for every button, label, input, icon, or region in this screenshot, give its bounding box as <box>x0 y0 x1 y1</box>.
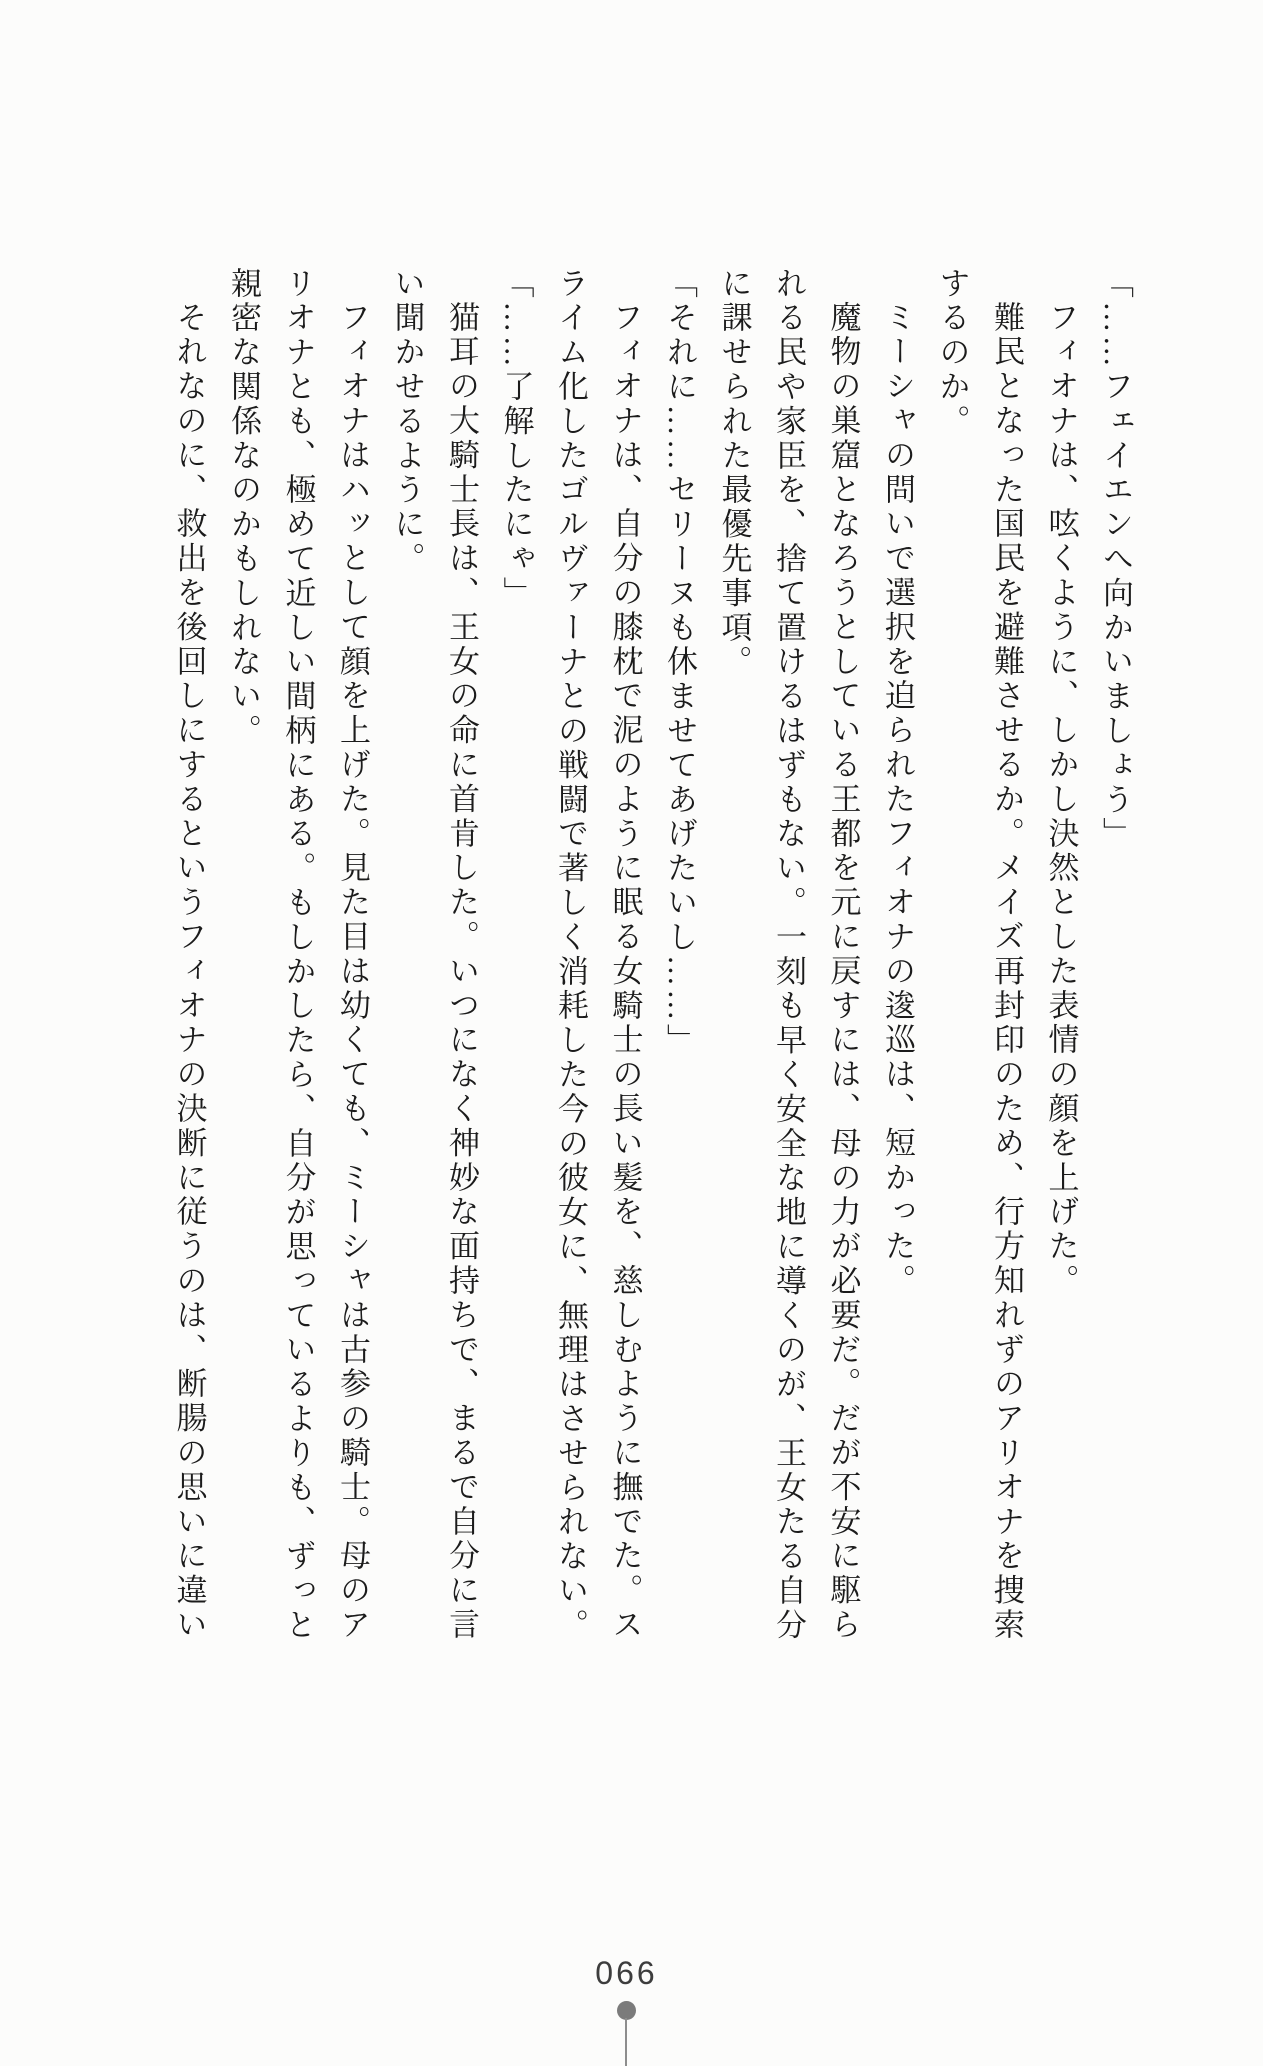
text-column: 難民となった国民を避難させるか。メイズ再封印のため、行方知れずのアリオナを捜索 <box>989 301 1024 1643</box>
text-column: フィオナはハッとして顔を上げた。見た目は幼くても、ミーシャは古参の騎士。母のア <box>335 301 370 1643</box>
text-column: ライム化したゴルヴァーナとの戦闘で著しく消耗した今の彼女に、無理はさせられない。 <box>553 267 588 1643</box>
text-column: 親密な関係なのかもしれない。 <box>226 267 261 749</box>
text-column: れる民や家臣を、捨て置けるはずもない。一刻も早く安全な地に導くのが、王女たる自分 <box>771 267 806 1643</box>
text-column: フィオナは、自分の膝枕で泥のように眠る女騎士の長い髪を、慈しむように撫でた。ス <box>607 301 643 1643</box>
text-column: い聞かせるように。 <box>389 267 425 577</box>
page-number: 066 <box>595 1955 658 1991</box>
text-column: フィオナは、呟くように、しかし決然とした表情の顔を上げた。 <box>1043 301 1079 1299</box>
vertical-text-block <box>161 267 1142 1647</box>
text-column: それなのに、救出を後回しにするというフィオナの決断に従うのは、断腸の思いに違い <box>171 301 207 1643</box>
text-column: に課せられた最優先事項。 <box>716 267 752 680</box>
text-column: 「それに……セリーヌも休ませてあげたいし……」 <box>662 267 697 1059</box>
text-column: 「……フェイエンへ向かいましょう」 <box>1098 267 1133 852</box>
text-column: 「……了解したにゃ」 <box>498 267 534 611</box>
text-column: 猫耳の大騎士長は、王女の命に首肯した。いつになく神妙な面持ちで、まるで自分に言 <box>444 301 479 1643</box>
text-column: するのか。 <box>934 267 970 439</box>
text-column: リオナとも、極めて近しい間柄にある。もしかしたら、自分が思っているよりも、ずっと <box>280 267 316 1643</box>
text-column: ミーシャの問いで選択を迫られたフィオナの逡巡は、短かった。 <box>880 301 915 1299</box>
page-ornament-line <box>625 2018 627 2066</box>
text-column: 魔物の巣窟となろうとしている王都を元に戻すには、母の力が必要だ。だが不安に駆ら <box>825 301 861 1643</box>
